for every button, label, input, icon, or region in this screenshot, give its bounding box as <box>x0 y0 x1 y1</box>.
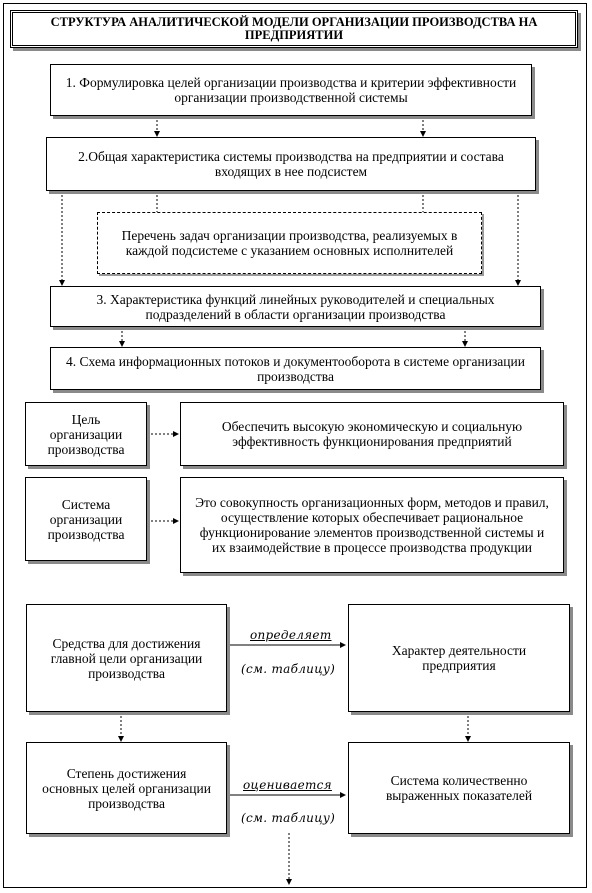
goal-term-box: Цель организации производства <box>25 402 147 466</box>
determines-label: определяет <box>250 628 332 642</box>
step-2-box: 2.Общая характеристика системы производства на предприятии и состава входящих в нее подсистем <box>46 137 536 191</box>
means-box: Средства для достижения главной цели организации производства <box>26 604 227 712</box>
step-3-box: 3. Характеристика функций линейных руководителей и специальных подразделений в области организации производства <box>50 286 541 327</box>
character-box: Характер деятельности предприятия <box>348 604 570 712</box>
see-table-label-1: (см. таблицу) <box>241 662 336 676</box>
goal-definition-box: Обеспечить высокую экономическую и социальную эффективность функционирования предприятий <box>180 402 564 466</box>
degree-box: Степень достижения основных целей организации производства <box>26 742 227 834</box>
system-definition-box: Это совокупность организационных форм, методов и правил, осуществление которых обеспечивает рациональное функционирование элементов производственной системы и их взаимодействие в процессе производства продукции <box>180 477 564 573</box>
see-table-label-2: (см. таблицу) <box>241 811 336 825</box>
indicators-box: Система количественно выраженных показателей <box>348 742 570 834</box>
evaluated-label: оценивается <box>243 778 332 792</box>
step-4-box: 4. Схема информационных потоков и документооборота в системе организации производства <box>50 347 541 390</box>
task-list-box: Перечень задач организации производства, реализуемых в каждой подсистеме с указанием основных исполнителей <box>97 212 482 274</box>
system-term-box: Система организации производства <box>25 477 147 561</box>
step-1-box: 1. Формулировка целей организации производства и критерии эффективности организации производственной системы <box>50 64 532 116</box>
diagram-title: СТРУКТУРА АНАЛИТИЧЕСКОЙ МОДЕЛИ ОРГАНИЗАЦИИ ПРОИЗВОДСТВА НА ПРЕДПРИЯТИИ <box>10 10 578 48</box>
